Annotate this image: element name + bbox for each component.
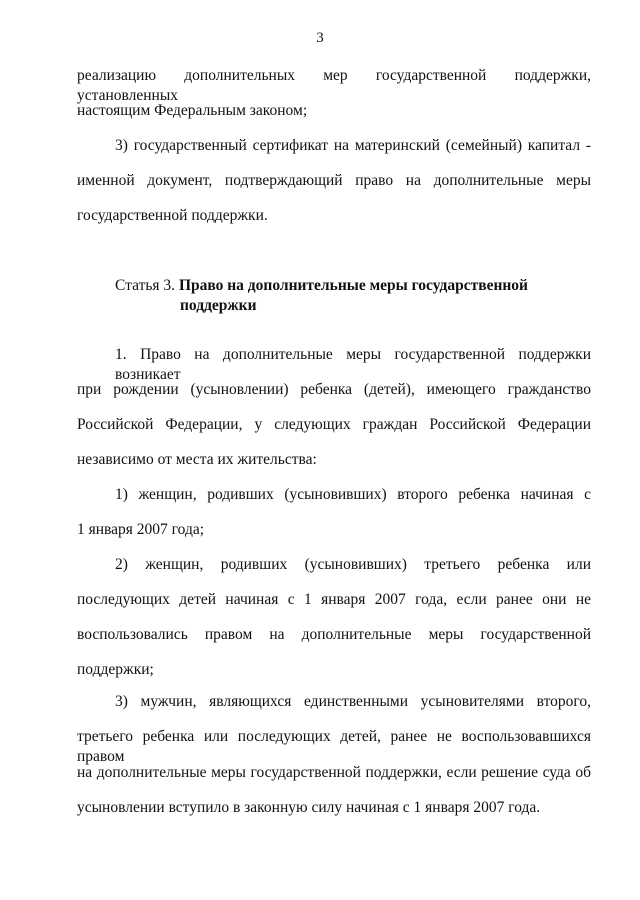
article-title: Право на дополнительные меры государственной	[178, 277, 528, 294]
text-line: реализацию дополнительных мер государственной поддержки, установленных	[77, 67, 591, 104]
text-line: поддержки;	[77, 661, 154, 678]
article-heading	[115, 276, 528, 296]
text-line: именной документ, подтверждающий право на дополнительные меры	[77, 172, 591, 189]
text-line: усыновлении вступило в законную силу начиная с 1 января 2007 года.	[77, 799, 541, 816]
text-line: третьего ребенка или последующих детей, ранее не воспользовавшихся правом	[77, 728, 591, 765]
text-line: настоящим Федеральным законом;	[77, 102, 308, 119]
text-line: при рождении (усыновлении) ребенка (детей), имеющего гражданство	[77, 381, 591, 398]
text-line: воспользовались правом на дополнительные меры государственной	[77, 626, 591, 643]
article-title-continued: поддержки	[180, 297, 257, 314]
text-line: 2) женщин, родивших (усыновивших) третьего ребенка или	[115, 556, 591, 573]
text-line: последующих детей начиная с 1 января 2007 года, если ранее они не	[77, 591, 591, 608]
text-line: 3) мужчин, являющихся единственными усыновителями второго,	[115, 693, 591, 710]
text-line: государственной поддержки.	[77, 207, 268, 224]
text-line: 1. Право на дополнительные меры государственной поддержки возникает	[115, 346, 591, 383]
page-number: 3	[316, 30, 324, 46]
text-line: 1 января 2007 года;	[77, 521, 205, 538]
text-line: Российской Федерации, у следующих граждан Российской Федерации	[77, 416, 591, 433]
text-line: 3) государственный сертификат на материнский (семейный) капитал -	[115, 137, 591, 154]
text-line: на дополнительные меры государственной поддержки, если решение суда об	[77, 764, 591, 781]
text-line: независимо от места их жительства:	[77, 451, 317, 468]
text-line: 1) женщин, родивших (усыновивших) второго ребенка начиная с	[115, 486, 591, 503]
article-number: Статья 3.	[115, 277, 176, 294]
